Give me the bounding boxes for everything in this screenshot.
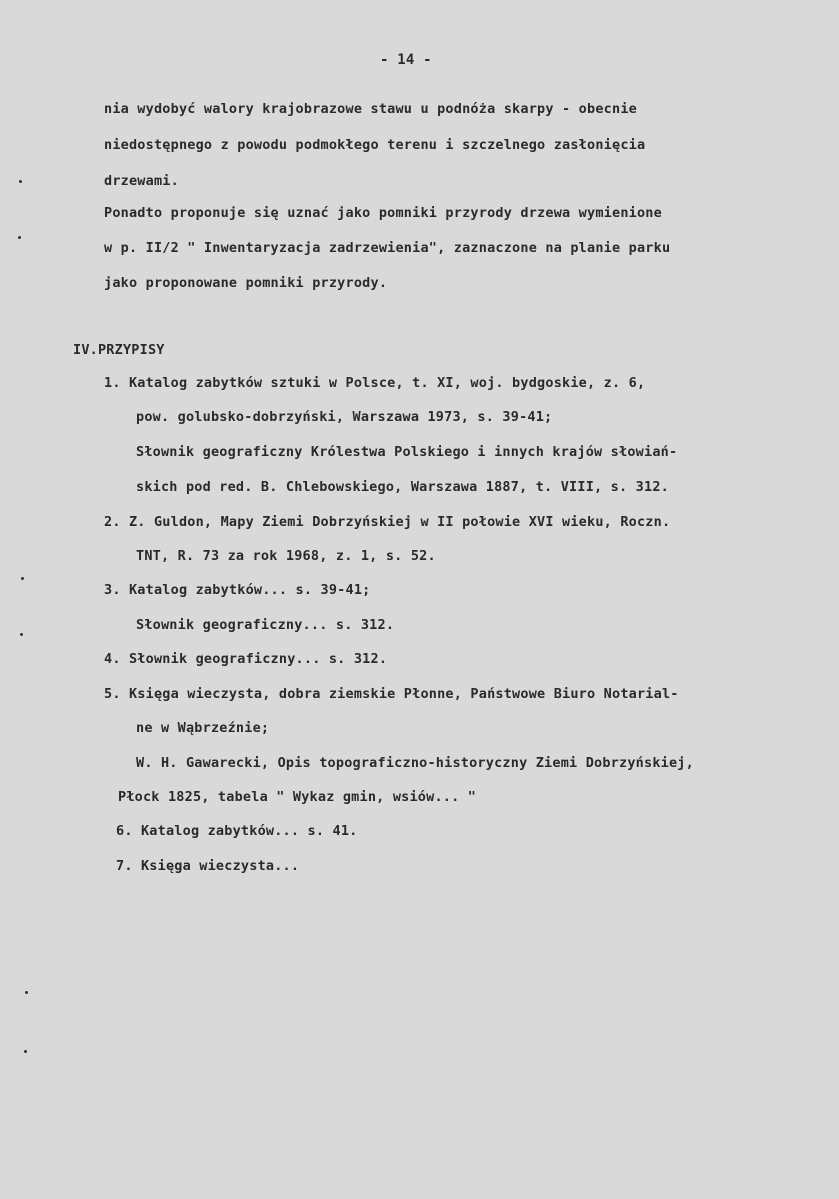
paragraph-line: Ponadto proponuje się uznać jako pomniki przyrody drzewa wymienione [104, 205, 662, 221]
punch-mark [20, 633, 23, 636]
footnote-line: 4. Słownik geograficzny... s. 312. [104, 651, 388, 667]
punch-mark [19, 180, 22, 183]
footnote-line: 1. Katalog zabytków sztuki w Polsce, t. XI, woj. bydgoskie, z. 6, [104, 375, 646, 391]
footnote-line: 7. Księga wieczysta... [116, 858, 300, 874]
paragraph-line: niedostępnego z powodu podmokłego terenu i szczelnego zasłonięcia [104, 137, 646, 153]
footnote-line: TNT, R. 73 za rok 1968, z. 1, s. 52. [136, 548, 436, 564]
footnote-line: pow. golubsko-dobrzyński, Warszawa 1973, s. 39-41; [136, 409, 553, 425]
footnote-line: 3. Katalog zabytków... s. 39-41; [104, 582, 371, 598]
paragraph-line: w p. II/2 " Inwentaryzacja zadrzewienia", zaznaczone na planie parku [104, 240, 671, 256]
footnote-line: 6. Katalog zabytków... s. 41. [116, 823, 358, 839]
punch-mark [25, 991, 28, 994]
footnote-line: W. H. Gawarecki, Opis topograficzno-historyczny Ziemi Dobrzyńskiej, [136, 755, 694, 771]
punch-mark [24, 1050, 27, 1053]
paragraph-line: nia wydobyć walory krajobrazowe stawu u podnóża skarpy - obecnie [104, 101, 637, 117]
footnote-line: Płock 1825, tabela " Wykaz gmin, wsiów... " [118, 789, 477, 805]
paragraph-line: jako proponowane pomniki przyrody. [104, 275, 388, 291]
punch-mark [18, 236, 21, 239]
footnote-line: Słownik geograficzny... s. 312. [136, 617, 395, 633]
footnote-line: 2. Z. Guldon, Mapy Ziemi Dobrzyńskiej w II połowie XVI wieku, Roczn. [104, 514, 671, 530]
section-heading: IV.PRZYPISY [73, 342, 165, 358]
footnote-line: Słownik geograficzny Królestwa Polskiego i innych krajów słowiań- [136, 444, 678, 460]
paragraph-line: drzewami. [104, 173, 179, 189]
footnote-line: 5. Księga wieczysta, dobra ziemskie Płonne, Państwowe Biuro Notarial- [104, 686, 679, 702]
footnote-line: ne w Wąbrzeźnie; [136, 720, 270, 736]
punch-mark [21, 577, 24, 580]
page-number: - 14 - [380, 52, 432, 68]
footnote-line: skich pod red. B. Chlebowskiego, Warszawa 1887, t. VIII, s. 312. [136, 479, 669, 495]
